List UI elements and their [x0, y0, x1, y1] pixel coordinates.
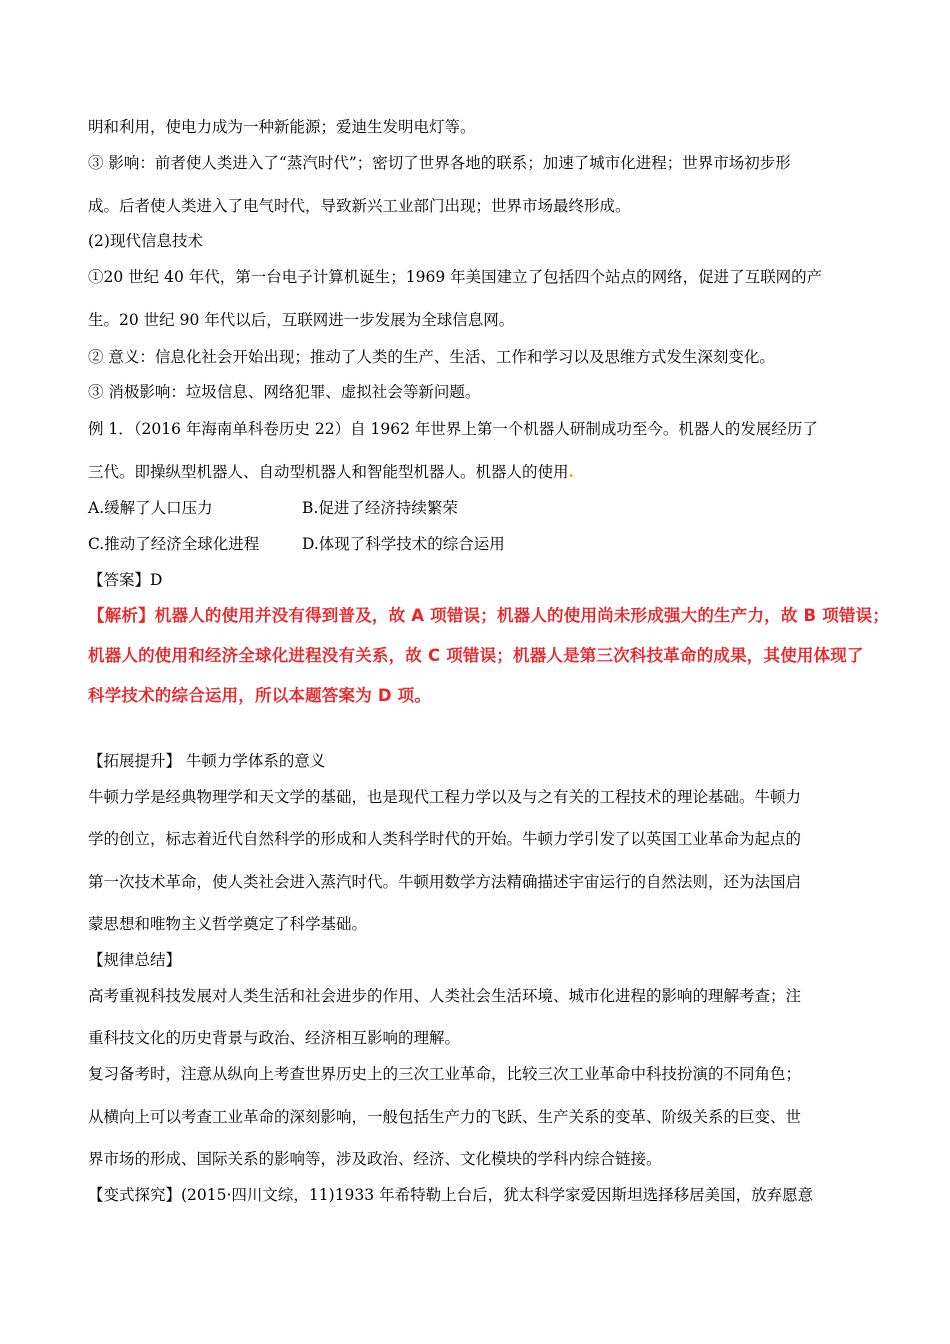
text-line: 界市场的形成、国际关系的影响等，涉及政治、经济、文化模块的学科内综合链接。 [88, 1150, 662, 1168]
summary-heading: 【规律总结】 [88, 951, 182, 969]
analysis-line: 【解析】机器人的使用并没有得到普及，故 A 项错误；机器人的使用尚未形成强大的生产力，故 B 项错误； [88, 606, 890, 625]
text-line: 重科技文化的历史背景与政治、经济相互影响的理解。 [88, 1029, 461, 1047]
analysis-line: 机器人的使用和经济全球化进程没有关系，故 C 项错误；机器人是第三次科技革命的成果，其使用体现了 [88, 646, 864, 665]
text-line: 蒙思想和唯物主义哲学奠定了科学基础。 [88, 915, 368, 933]
text-line: ② 意义：信息化社会开始出现；推动了人类的生产、生活、工作和学习以及思维方式发生深刻变化。 [88, 348, 775, 366]
option-d: D.体现了科学技术的综合运用 [302, 535, 505, 553]
text-line: 成。后者使人类进入了电气时代，导致新兴工业部门出现；世界市场最终形成。 [88, 197, 631, 215]
option-b: B.促进了经济持续繁荣 [302, 499, 458, 517]
question-text: 三代。即操纵型机器人、自动型机器人和智能型机器人。机器人的使用 [88, 463, 569, 481]
text-line: 明和利用，使电力成为一种新能源；爱迪生发明电灯等。 [88, 118, 476, 136]
question-line: 例 1．（2016 年海南单科卷历史 22）自 1962 年世界上第一个机器人研制成功至今。机器人的发展经历了 [88, 420, 818, 438]
option-c: C.推动了经济全球化进程 [88, 535, 260, 553]
text-line: 生。20 世纪 90 年代以后，互联网进一步发展为全球信息网。 [88, 311, 515, 329]
highlight-dot: . [568, 462, 574, 481]
text-line: 学的创立，标志着近代自然科学的形成和人类科学时代的开始。牛顿力学引发了以英国工业革命为起点的 [88, 830, 802, 848]
text-line: 牛顿力学是经典物理学和天文学的基础，也是现代工程力学以及与之有关的工程技术的理论基础。牛顿力 [88, 788, 802, 806]
text-line: ③ 影响：前者使人类进入了“蒸汽时代”；密切了世界各地的联系；加速了城市化进程；世界市场初步形 [88, 154, 791, 172]
text-line: 从横向上可以考查工业革命的深刻影响，一般包括生产力的飞跃、生产关系的变革、阶级关系的巨变、世 [88, 1108, 802, 1126]
text-line: 高考重视科技发展对人类生活和社会进步的作用、人类社会生活环境、城市化进程的影响的理解考查；注 [88, 987, 802, 1005]
options-row [88, 497, 868, 519]
analysis-line: 科学技术的综合运用，所以本题答案为 D 项。 [88, 686, 432, 705]
answer-line: 【答案】D [88, 571, 163, 589]
question-line [88, 461, 868, 483]
option-a: A.缓解了人口压力 [88, 499, 213, 517]
expand-heading: 【拓展提升】 牛顿力学体系的意义 [88, 752, 326, 770]
text-line: 第一次技术革命，使人类社会进入蒸汽时代。牛顿用数学方法精确描述宇宙运行的自然法则，还为法国启 [88, 873, 802, 891]
variant-line: 【变式探究】(2015·四川文综，11)1933 年希特勒上台后，犹太科学家爱因斯坦选择移居美国，放弃愿意 [88, 1186, 814, 1204]
text-line: ③ 消极影响：垃圾信息、网络犯罪、虚拟社会等新问题。 [88, 383, 481, 401]
options-row [88, 533, 868, 555]
section-heading: (2)现代信息技术 [88, 232, 203, 250]
text-line: ①20 世纪 40 年代，第一台电子计算机诞生；1969 年美国建立了包括四个站点的网络，促进了互联网的产 [88, 268, 823, 286]
text-line: 复习备考时，注意从纵向上考查世界历史上的三次工业革命，比较三次工业革命中科技扮演的不同角色； [88, 1065, 802, 1083]
